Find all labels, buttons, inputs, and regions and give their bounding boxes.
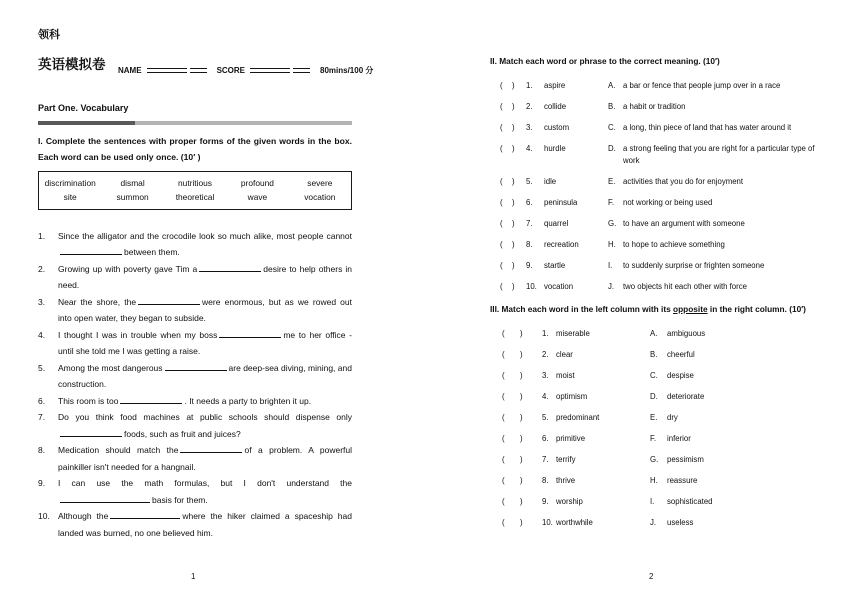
sentence-item-6 (38, 393, 352, 410)
word-bank-word: profound (240, 177, 274, 188)
option-word: pessimism (667, 455, 704, 464)
sentence-text-pre: Since the alligator and the crocodile look so much alike, most people cannot (58, 230, 352, 241)
match-row (490, 475, 820, 487)
option-definition: a strong feeling that you are right for a particular type of work (623, 144, 815, 165)
item-word: hurdle (544, 144, 566, 153)
option-letter: D. (608, 144, 616, 153)
sentence-text-post: me to her office - until she told me I was getting a raise. (58, 329, 352, 356)
item-number: 6. (526, 197, 533, 207)
item-number: 8. (526, 239, 533, 249)
word-bank-word: dismal (120, 177, 145, 188)
answer-paren-open: ( (502, 329, 505, 338)
item-number: 5. (526, 176, 533, 186)
item-word: terrify (556, 455, 576, 464)
item-word: quarrel (544, 218, 569, 228)
heading-rule (38, 121, 352, 125)
page-number-2: 2 (649, 572, 654, 581)
matching-list-section3 (490, 328, 820, 529)
answer-paren-close: ) (512, 123, 515, 132)
sentence-number: 6. (38, 395, 46, 406)
item-word: miserable (556, 329, 590, 338)
item-number: 4. (526, 144, 533, 153)
item-number: 6. (542, 434, 549, 443)
option-word: inferior (667, 434, 691, 443)
sentence-text-post: basis for them. (152, 494, 208, 505)
sentence-item-8 (38, 442, 352, 475)
sentence-list (38, 228, 352, 542)
option-letter: F. (650, 434, 657, 443)
sentence-item-4 (38, 327, 352, 360)
sentence-number: 2. (38, 263, 46, 274)
sentence-text-post: are deep-sea diving, mining, and construction. (58, 362, 352, 389)
item-word: predominant (556, 413, 600, 422)
match-row (490, 122, 820, 134)
sentence-text-post: foods, such as fruit and juices? (124, 428, 241, 439)
page-number-1: 1 (191, 572, 196, 581)
sentence-item-10 (38, 508, 352, 541)
option-word: deteriorate (667, 392, 705, 401)
item-word: worthwhile (556, 518, 593, 527)
item-number: 2. (542, 350, 549, 359)
answer-paren-open: ( (502, 413, 505, 422)
sentence-text-pre: Growing up with poverty gave Tim a (58, 263, 198, 274)
item-number: 2. (526, 102, 533, 111)
option-word: despise (667, 371, 694, 380)
match-row (490, 197, 820, 209)
score-fill-line (250, 68, 290, 73)
option-definition: to have an argument with someone (623, 218, 745, 228)
answer-paren-open: ( (502, 371, 505, 380)
answer-paren-close: ) (520, 413, 523, 422)
option-letter: G. (608, 218, 617, 228)
option-letter: J. (608, 281, 615, 291)
word-bank-word: nutritious (178, 177, 212, 188)
match-row (490, 433, 820, 445)
item-number: 7. (526, 218, 533, 228)
option-letter: A. (608, 81, 616, 90)
item-word: aspire (544, 81, 566, 90)
sentence-item-7 (38, 409, 352, 442)
sentence-number: 5. (38, 362, 46, 373)
sentence-text-pre: Although the (58, 511, 109, 521)
word-bank-word: wave (247, 191, 268, 202)
sentence-text-post: between them. (124, 247, 180, 257)
sentence-text-pre: This room is too (58, 395, 119, 406)
answer-paren-close: ) (520, 371, 523, 380)
word-bank-word: theoretical (175, 191, 215, 202)
option-letter: H. (650, 476, 658, 485)
section3-heading-text: III. Match each word in the left column with its (490, 304, 671, 314)
match-row (490, 143, 820, 166)
sentence-number: 3. (38, 296, 46, 307)
match-row (490, 281, 820, 293)
sentence-text-pre: Among the most dangerous (58, 362, 163, 373)
option-word: ambiguous (667, 329, 706, 338)
item-number: 3. (542, 371, 549, 380)
answer-paren-close: ) (520, 497, 523, 506)
section2-heading: II. Match each word or phrase to the correct meaning. (10′) (490, 56, 720, 66)
option-letter: H. (608, 239, 616, 249)
item-word: optimism (556, 392, 588, 401)
name-score-row (118, 64, 373, 76)
answer-paren-close: ) (512, 81, 515, 90)
word-bank-row (39, 190, 351, 204)
match-row (490, 517, 820, 529)
answer-blank (110, 509, 180, 519)
name-fill-line-short (190, 68, 207, 73)
answer-paren-close: ) (512, 176, 515, 186)
answer-paren-open: ( (502, 392, 505, 401)
match-row (490, 328, 820, 340)
match-row (490, 454, 820, 466)
sentence-number: 1. (38, 230, 46, 241)
option-definition: not working or being used (623, 197, 713, 207)
answer-paren-close: ) (512, 197, 515, 207)
option-definition: to suddenly surprise or frighten someone (623, 260, 765, 270)
exam-page-2 (490, 55, 820, 538)
answer-paren-close: ) (520, 350, 523, 359)
item-word: recreation (544, 239, 579, 249)
item-number: 9. (526, 260, 533, 270)
answer-paren-close: ) (512, 144, 515, 153)
option-letter: G. (650, 455, 659, 464)
section1-heading: I. Complete the sentences with proper forms of the given words in the box. Each word can be used only once. (10′ ) (38, 135, 352, 162)
part-one-title: Part One. Vocabulary (38, 103, 129, 113)
item-word: peninsula (544, 197, 578, 207)
name-fill-line (147, 68, 187, 73)
option-letter: E. (608, 176, 616, 186)
answer-paren-close: ) (512, 218, 515, 228)
word-bank-word: discrimination (44, 177, 96, 188)
answer-blank (219, 328, 281, 338)
item-word: worship (556, 497, 583, 506)
option-letter: A. (650, 329, 658, 338)
item-word: vocation (544, 281, 574, 291)
answer-blank (199, 262, 261, 272)
answer-blank (180, 443, 242, 453)
brand-name: 领科 (38, 29, 60, 41)
item-number: 1. (542, 329, 549, 338)
item-word: primitive (556, 434, 586, 443)
sentence-text-pre: I thought I was in trouble when my boss (58, 329, 218, 340)
sentence-number: 9. (38, 478, 46, 488)
option-letter: E. (650, 413, 658, 422)
match-row (490, 391, 820, 403)
matching-list-section2 (490, 80, 820, 292)
item-number: 10. (526, 281, 537, 291)
item-word: startle (544, 260, 566, 270)
answer-blank (60, 245, 122, 255)
option-word: dry (667, 413, 678, 422)
word-bank-word: vocation (304, 191, 336, 202)
option-word: useless (667, 518, 694, 527)
answer-paren-close: ) (512, 239, 515, 249)
answer-paren-close: ) (512, 281, 515, 291)
answer-paren-open: ( (502, 350, 505, 359)
item-number: 10. (542, 518, 553, 527)
word-bank-word: summon (116, 191, 149, 202)
sentence-number: 8. (38, 445, 46, 455)
option-letter: B. (650, 350, 658, 359)
answer-paren-open: ( (500, 197, 503, 207)
option-word: cheerful (667, 350, 695, 359)
option-word: reassure (667, 476, 698, 485)
answer-paren-open: ( (500, 81, 503, 90)
item-number: 4. (542, 392, 549, 401)
item-word: collide (544, 102, 567, 111)
answer-paren-open: ( (500, 144, 503, 153)
answer-paren-open: ( (502, 434, 505, 443)
item-number: 1. (526, 81, 533, 90)
option-word: sophisticated (667, 497, 713, 506)
option-definition: a long, thin piece of land that has water around it (623, 123, 792, 132)
section3-heading-underlined-word: opposite (673, 304, 708, 314)
answer-paren-close: ) (520, 455, 523, 464)
answer-paren-close: ) (512, 260, 515, 270)
word-bank-word: site (63, 191, 77, 202)
section3-heading (490, 303, 820, 316)
exam-page-1 (38, 28, 374, 541)
answer-blank (120, 394, 182, 404)
match-row (490, 412, 820, 424)
option-definition: a habit or tradition (623, 102, 686, 111)
option-definition: a bar or fence that people jump over in a race (623, 81, 781, 90)
item-word: moist (556, 371, 575, 380)
match-row (490, 239, 820, 251)
sentence-text-pre: Do you think food machines at public schools should dispense only (58, 412, 352, 422)
answer-paren-close: ) (520, 434, 523, 443)
answer-paren-close: ) (520, 329, 523, 338)
answer-blank (60, 427, 122, 437)
answer-paren-open: ( (500, 176, 503, 186)
sentence-text-post: desire to help others in need. (58, 263, 352, 290)
item-word: custom (544, 123, 570, 132)
answer-paren-open: ( (500, 218, 503, 228)
sentence-number: 4. (38, 329, 46, 340)
item-number: 8. (542, 476, 549, 485)
match-row (490, 101, 820, 113)
item-number: 7. (542, 455, 549, 464)
answer-paren-open: ( (500, 239, 503, 249)
option-letter: J. (650, 518, 657, 527)
answer-blank (138, 295, 200, 305)
item-number: 9. (542, 497, 549, 506)
answer-paren-close: ) (520, 518, 523, 527)
sentence-text-pre: I can use the math formulas, but I don't understand the (58, 478, 352, 488)
option-letter: I. (608, 260, 613, 270)
answer-blank (165, 361, 227, 371)
answer-paren-close: ) (512, 102, 515, 111)
section3-heading-text: in the right column. (10′) (709, 304, 806, 314)
option-letter: F. (608, 197, 615, 207)
heading-rule-dark-segment (38, 121, 135, 125)
item-number: 5. (542, 413, 549, 422)
option-letter: C. (650, 371, 658, 380)
item-word: thrive (556, 476, 576, 485)
answer-paren-open: ( (502, 455, 505, 464)
option-letter: I. (650, 497, 655, 506)
sentence-text-post: . It needs a party to brighten it up. (184, 395, 312, 406)
exam-title: 英语模拟卷 (38, 57, 106, 72)
match-row (490, 260, 820, 272)
sentence-text-post: where the hiker claimed a spaceship had landed was burned, no one believed him. (58, 511, 352, 538)
sentence-number: 10. (38, 511, 50, 521)
name-label: NAME (118, 65, 142, 75)
match-row (490, 370, 820, 382)
score-label: SCORE (216, 65, 246, 75)
answer-paren-open: ( (502, 497, 505, 506)
option-definition: to hope to achieve something (623, 239, 725, 249)
sentence-item-3 (38, 294, 352, 327)
sentence-item-2 (38, 261, 352, 294)
word-bank-row (39, 176, 351, 190)
match-row (490, 80, 820, 92)
sentence-item-9 (38, 475, 352, 508)
answer-paren-close: ) (520, 392, 523, 401)
answer-paren-open: ( (502, 476, 505, 485)
answer-paren-open: ( (500, 102, 503, 111)
word-bank-box (38, 171, 352, 210)
score-fill-line-short (293, 68, 310, 73)
answer-paren-open: ( (500, 281, 503, 291)
option-letter: D. (650, 392, 658, 401)
answer-paren-close: ) (520, 476, 523, 485)
answer-blank (60, 493, 150, 503)
sentence-item-5 (38, 360, 352, 393)
option-definition: activities that you do for enjoyment (623, 176, 744, 186)
option-definition: two objects hit each other with force (623, 281, 747, 291)
answer-paren-open: ( (502, 518, 505, 527)
option-letter: C. (608, 123, 616, 132)
match-row (490, 349, 820, 361)
answer-paren-open: ( (500, 260, 503, 270)
sentence-text-post: of a problem. A powerful painkiller isn't needed for a hangnail. (58, 445, 353, 472)
item-number: 3. (526, 123, 533, 132)
duration-label: 80mins/100 分 (320, 65, 374, 75)
sentence-item-1 (38, 228, 352, 261)
item-word: idle (544, 176, 557, 186)
sentence-text-pre: Medication should match the (58, 445, 179, 455)
sentence-text-post: were enormous, but as we rowed out into open water, they began to subside. (58, 296, 352, 323)
sentence-text-pre: Near the shore, the (58, 296, 137, 307)
answer-paren-open: ( (500, 123, 503, 132)
match-row (490, 218, 820, 230)
word-bank-word: severe (307, 177, 333, 188)
match-row (490, 176, 820, 188)
match-row (490, 496, 820, 508)
item-word: clear (556, 350, 573, 359)
option-letter: B. (608, 102, 616, 111)
sentence-number: 7. (38, 412, 46, 422)
